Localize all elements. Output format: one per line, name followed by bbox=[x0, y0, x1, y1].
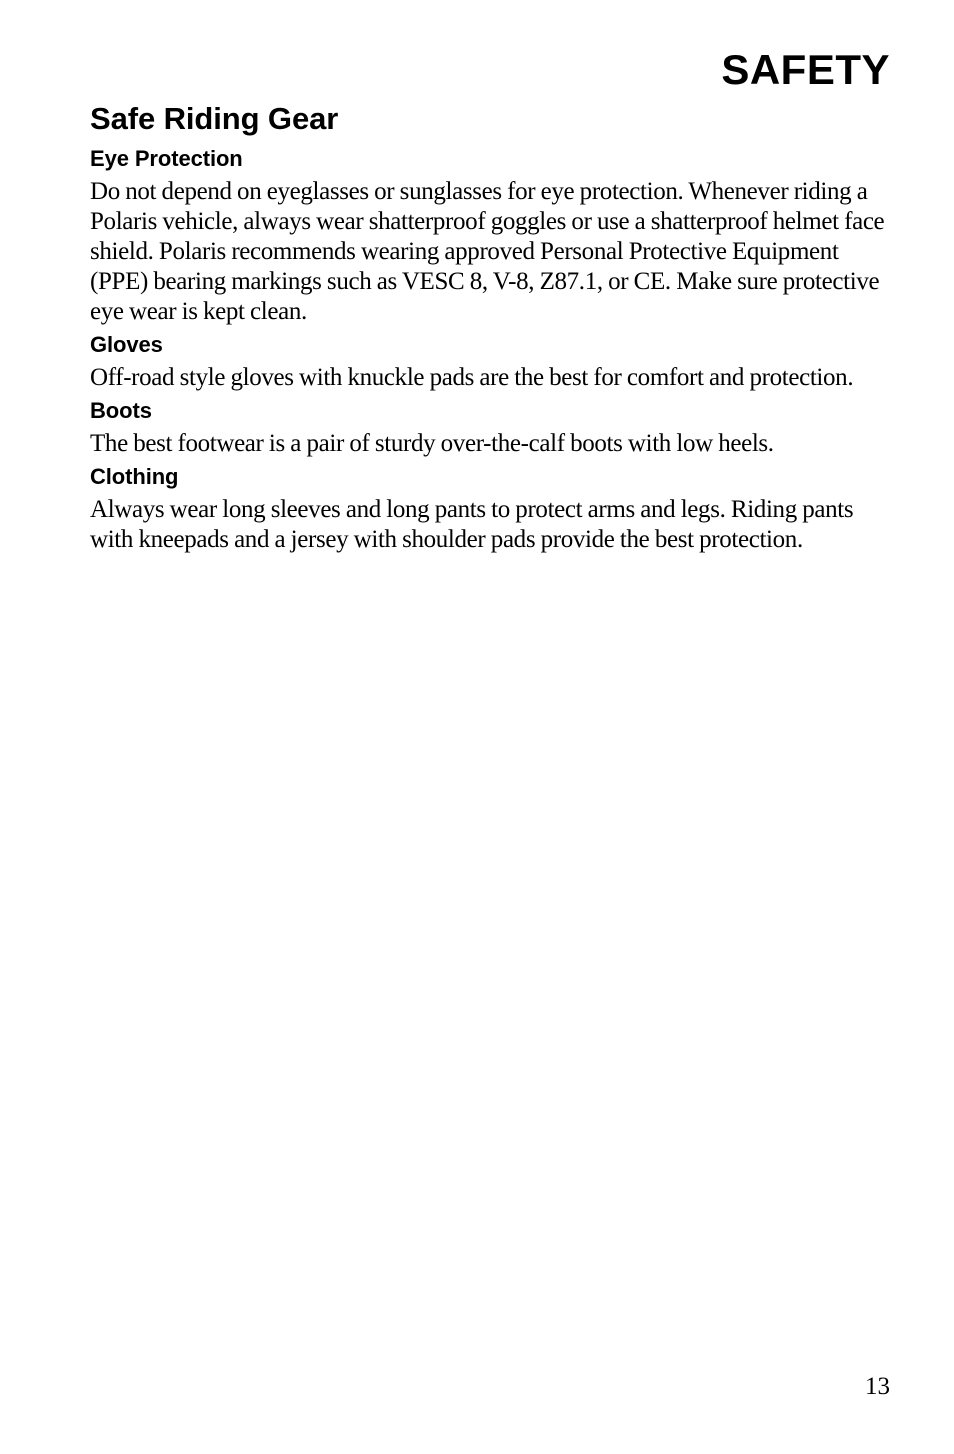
section-heading-eye-protection: Eye Protection bbox=[90, 146, 243, 171]
section-body-gloves: Off-road style gloves with knuckle pads are the best for comfort and protection. bbox=[90, 364, 854, 391]
section-heading-boots: Boots bbox=[90, 398, 152, 423]
section-heading-clothing: Clothing bbox=[90, 464, 179, 489]
page-title: Safe Riding Gear bbox=[90, 101, 339, 136]
section-eye-protection bbox=[90, 141, 890, 327]
page-content bbox=[90, 100, 890, 555]
section-body-eye-protection: Do not depend on eyeglasses or sunglasses for eye protection. Whenever riding a Polaris vehicle, always wear shatterproof goggles or use a shatterproof helmet face shield. Polaris recommends wearing approved Personal Protective Equipment (PPE) bearing markings such as VESC 8, V-8, Z87.1, or CE. Make sure protective eye wear is kept clean. bbox=[90, 178, 885, 325]
section-boots bbox=[90, 393, 890, 459]
section-heading-gloves: Gloves bbox=[90, 332, 163, 357]
section-body-boots: The best footwear is a pair of sturdy over-the-calf boots with low heels. bbox=[90, 430, 774, 457]
running-head: SAFETY bbox=[721, 46, 890, 93]
section-gloves bbox=[90, 327, 890, 393]
section-clothing bbox=[90, 459, 890, 555]
page-number: 13 bbox=[865, 1373, 890, 1400]
section-body-clothing: Always wear long sleeves and long pants to protect arms and legs. Riding pants with kneepads and a jersey with shoulder pads provide the best protection. bbox=[90, 496, 854, 553]
